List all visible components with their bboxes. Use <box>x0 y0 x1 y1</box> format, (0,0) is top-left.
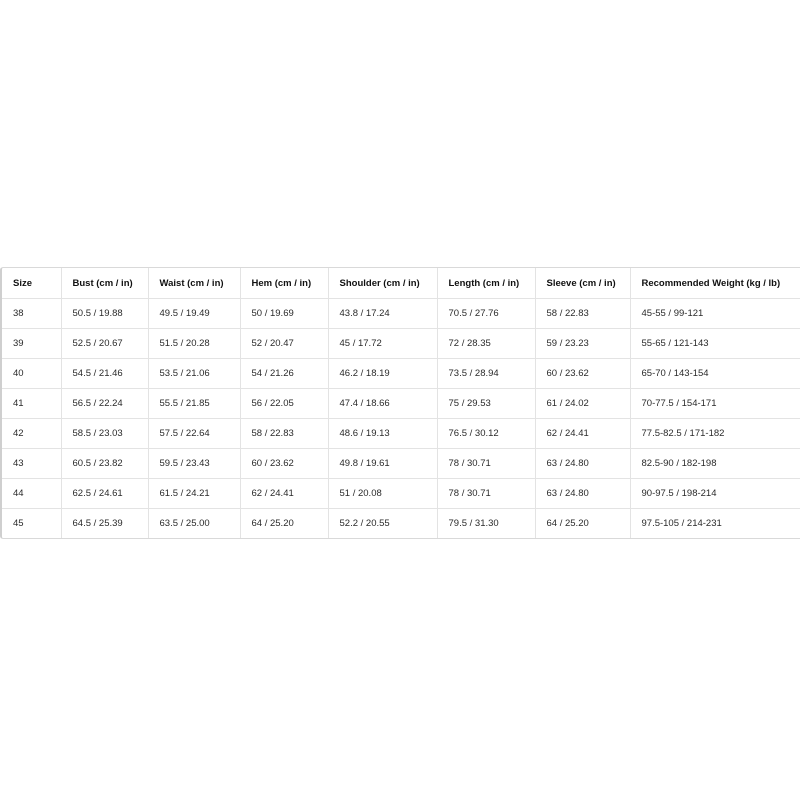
cell-length: 72 / 28.35 <box>437 329 535 359</box>
header-recommended-weight: Recommended Weight (kg / lb) <box>630 268 800 299</box>
cell-size: 43 <box>2 449 61 479</box>
cell-sleeve: 58 / 22.83 <box>535 299 630 329</box>
cell-sleeve: 59 / 23.23 <box>535 329 630 359</box>
cell-sleeve: 61 / 24.02 <box>535 389 630 419</box>
cell-recommended-weight: 45-55 / 99-121 <box>630 299 800 329</box>
cell-hem: 52 / 20.47 <box>240 329 328 359</box>
cell-recommended-weight: 90-97.5 / 198-214 <box>630 479 800 509</box>
header-shoulder: Shoulder (cm / in) <box>328 268 437 299</box>
cell-length: 73.5 / 28.94 <box>437 359 535 389</box>
header-length: Length (cm / in) <box>437 268 535 299</box>
cell-bust: 56.5 / 22.24 <box>61 389 148 419</box>
cell-bust: 60.5 / 23.82 <box>61 449 148 479</box>
cell-shoulder: 43.8 / 17.24 <box>328 299 437 329</box>
cell-waist: 53.5 / 21.06 <box>148 359 240 389</box>
cell-waist: 49.5 / 19.49 <box>148 299 240 329</box>
cell-sleeve: 63 / 24.80 <box>535 449 630 479</box>
table-row <box>2 419 800 449</box>
cell-size: 39 <box>2 329 61 359</box>
table-header <box>2 268 800 299</box>
table-row <box>2 509 800 539</box>
cell-sleeve: 63 / 24.80 <box>535 479 630 509</box>
cell-hem: 56 / 22.05 <box>240 389 328 419</box>
header-hem: Hem (cm / in) <box>240 268 328 299</box>
cell-waist: 63.5 / 25.00 <box>148 509 240 539</box>
cell-length: 70.5 / 27.76 <box>437 299 535 329</box>
cell-recommended-weight: 70-77.5 / 154-171 <box>630 389 800 419</box>
cell-bust: 62.5 / 24.61 <box>61 479 148 509</box>
cell-bust: 58.5 / 23.03 <box>61 419 148 449</box>
header-row <box>2 268 800 299</box>
header-sleeve: Sleeve (cm / in) <box>535 268 630 299</box>
cell-size: 38 <box>2 299 61 329</box>
table-row <box>2 329 800 359</box>
cell-recommended-weight: 77.5-82.5 / 171-182 <box>630 419 800 449</box>
cell-recommended-weight: 97.5-105 / 214-231 <box>641 518 722 529</box>
cell-shoulder: 51 / 20.08 <box>328 479 437 509</box>
cell-length: 78 / 30.71 <box>437 479 535 509</box>
cell-recommended-weight: 65-70 / 143-154 <box>630 359 800 389</box>
table-row <box>2 449 800 479</box>
header-waist: Waist (cm / in) <box>148 268 240 299</box>
cell-sleeve: 64 / 25.20 <box>535 509 630 539</box>
size-chart <box>0 267 800 539</box>
cell-bust: 64.5 / 25.39 <box>61 509 148 539</box>
cell-length: 76.5 / 30.12 <box>437 419 535 449</box>
cell-size: 45 <box>2 509 61 539</box>
cell-hem: 58 / 22.83 <box>240 419 328 449</box>
cell-hem: 50 / 19.69 <box>240 299 328 329</box>
cell-shoulder: 52.2 / 20.55 <box>328 509 437 539</box>
cell-sleeve: 60 / 23.62 <box>535 359 630 389</box>
cell-waist: 59.5 / 23.43 <box>148 449 240 479</box>
cell-length: 79.5 / 31.30 <box>437 509 535 539</box>
cell-length: 78 / 30.71 <box>437 449 535 479</box>
cell-shoulder: 47.4 / 18.66 <box>328 389 437 419</box>
cell-waist: 57.5 / 22.64 <box>148 419 240 449</box>
table-row <box>2 359 800 389</box>
cell-hem: 54 / 21.26 <box>240 359 328 389</box>
cell-recommended-weight: 82.5-90 / 182-198 <box>630 449 800 479</box>
cell-size: 41 <box>2 389 61 419</box>
header-bust: Bust (cm / in) <box>61 268 148 299</box>
cell-shoulder: 45 / 17.72 <box>328 329 437 359</box>
cell-recommended-weight: 55-65 / 121-143 <box>630 329 800 359</box>
cell-hem: 62 / 24.41 <box>240 479 328 509</box>
cell-bust: 50.5 / 19.88 <box>61 299 148 329</box>
table-body <box>2 299 800 539</box>
size-chart-table <box>2 268 800 538</box>
cell-size: 44 <box>2 479 61 509</box>
cell-waist: 55.5 / 21.85 <box>148 389 240 419</box>
cell-bust: 54.5 / 21.46 <box>61 359 148 389</box>
table-row <box>2 389 800 419</box>
cell-hem: 60 / 23.62 <box>240 449 328 479</box>
cell-sleeve: 62 / 24.41 <box>535 419 630 449</box>
cell-waist: 61.5 / 24.21 <box>148 479 240 509</box>
cell-waist: 51.5 / 20.28 <box>148 329 240 359</box>
cell-size: 42 <box>2 419 61 449</box>
cell-shoulder: 49.8 / 19.61 <box>328 449 437 479</box>
table-row <box>2 299 800 329</box>
cell-size: 40 <box>2 359 61 389</box>
table-row <box>2 479 800 509</box>
cell-length: 75 / 29.53 <box>437 389 535 419</box>
cell-shoulder: 48.6 / 19.13 <box>328 419 437 449</box>
cell-bust: 52.5 / 20.67 <box>61 329 148 359</box>
header-size: Size <box>2 268 61 299</box>
cell-shoulder: 46.2 / 18.19 <box>328 359 437 389</box>
cell-hem: 64 / 25.20 <box>240 509 328 539</box>
